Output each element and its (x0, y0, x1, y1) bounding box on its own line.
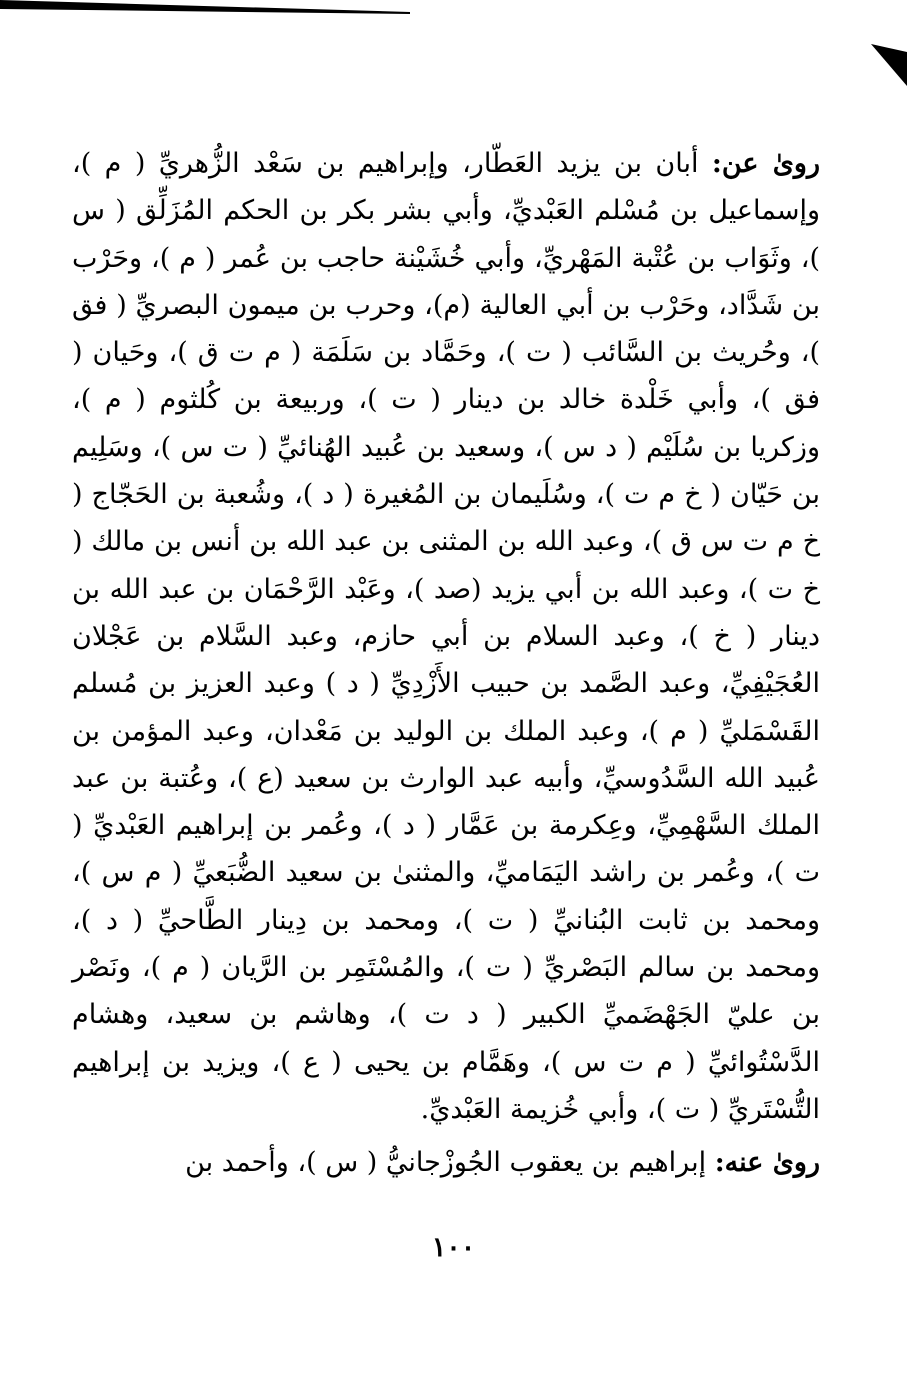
narrated-from-paragraph (72, 140, 820, 1133)
page-body (72, 140, 820, 1187)
corner-triangle-mark (871, 44, 907, 86)
narrated-from-text: أبان بن يزيد العَطّار، وإبراهيم بن سَعْد الزُّهريِّ ( م )، وإسماعيل بن مُسْلم العَبْديِّ، وأبي بشر بكر بن الحكم المُزَلِّق ( س )، وثَوَاب بن عُتْبة المَهْريِّ، وأبي خُشَيْنة حاجب بن عُمر ( م )، وحَرْب بن شَدَّاد، وحَرْب بن أبي العالية (م)، وحرب بن ميمون البصريِّ ( فق )، وحُريث بن السَّائب ( ت )، وحَمَّاد بن سَلَمَة ( م ت ق )، وحَيان ( فق )، وأبي خَلْدة خالد بن دينار ( ت )، وربيعة بن كُلثوم ( م )، وزكريا بن سُلَيْم ( د س )، وسعيد بن عُبيد الهُنائيِّ ( ت س )، وسَلِيم بن حَيّان ( خ م ت )، وسُلَيمان بن المُغيرة ( د )، وشُعبة بن الحَجّاج ( خ م ت س ق )، وعبد الله بن المثنى بن عبد الله بن أنس بن مالك ( خ ت )، وعبد الله بن أبي يزيد (صد )، وعَبْد الرَّحْمَان بن عبد الله بن دينار ( خ )، وعبد السلام بن أبي حازم، وعبد السَّلام بن عَجْلان العُجَيْفِيِّ، وعبد الصَّمد بن حبيب الأَزْدِيِّ ( د ) وعبد العزيز بن مُسلم القَسْمَليِّ ( م )، وعبد الملك بن الوليد بن مَعْدان، وعبد المؤمن بن عُبيد الله السَّدُوسيِّ، وأبيه عبد الوارث بن سعيد (ع )، وعُتبة بن عبد الملك السَّهْمِيِّ، وعِكرمة بن عَمَّار ( د )، وعُمر بن إبراهيم العَبْديِّ ( ت )، وعُمر بن راشد اليَمَاميِّ، والمثنىٰ بن سعيد الضُّبَعيِّ ( م س )، ومحمد بن ثابت البُنانيِّ ( ت )، ومحمد بن دِينار الطَّاحيِّ ( د )، ومحمد بن سالم البَصْريِّ ( ت )، والمُسْتَمِر بن الرَّيان ( م )، ونَصْر بن عليّ الجَهْضَميِّ الكبير ( د ت )، وهاشم بن سعيد، وهشام الدَّسْتُوائيِّ ( م ت س )، وهَمَّام بن يحيى ( ع )، ويزيد بن إبراهيم التُّسْتَريِّ ( ت )، وأبي خُزيمة العَبْديِّ. (72, 148, 820, 1125)
narrated-by-paragraph (72, 1139, 820, 1186)
page-number: ١٠٠ (431, 1232, 476, 1263)
narrated-from-label: رویٰ عن: (711, 148, 820, 179)
narrated-by-label: رویٰ عنه: (714, 1147, 820, 1179)
top-edge-rule (0, 0, 410, 14)
narrated-by-text: إبراهيم بن يعقوب الجُوزْجانيُّ ( س )، وأحمد بن (185, 1147, 707, 1179)
